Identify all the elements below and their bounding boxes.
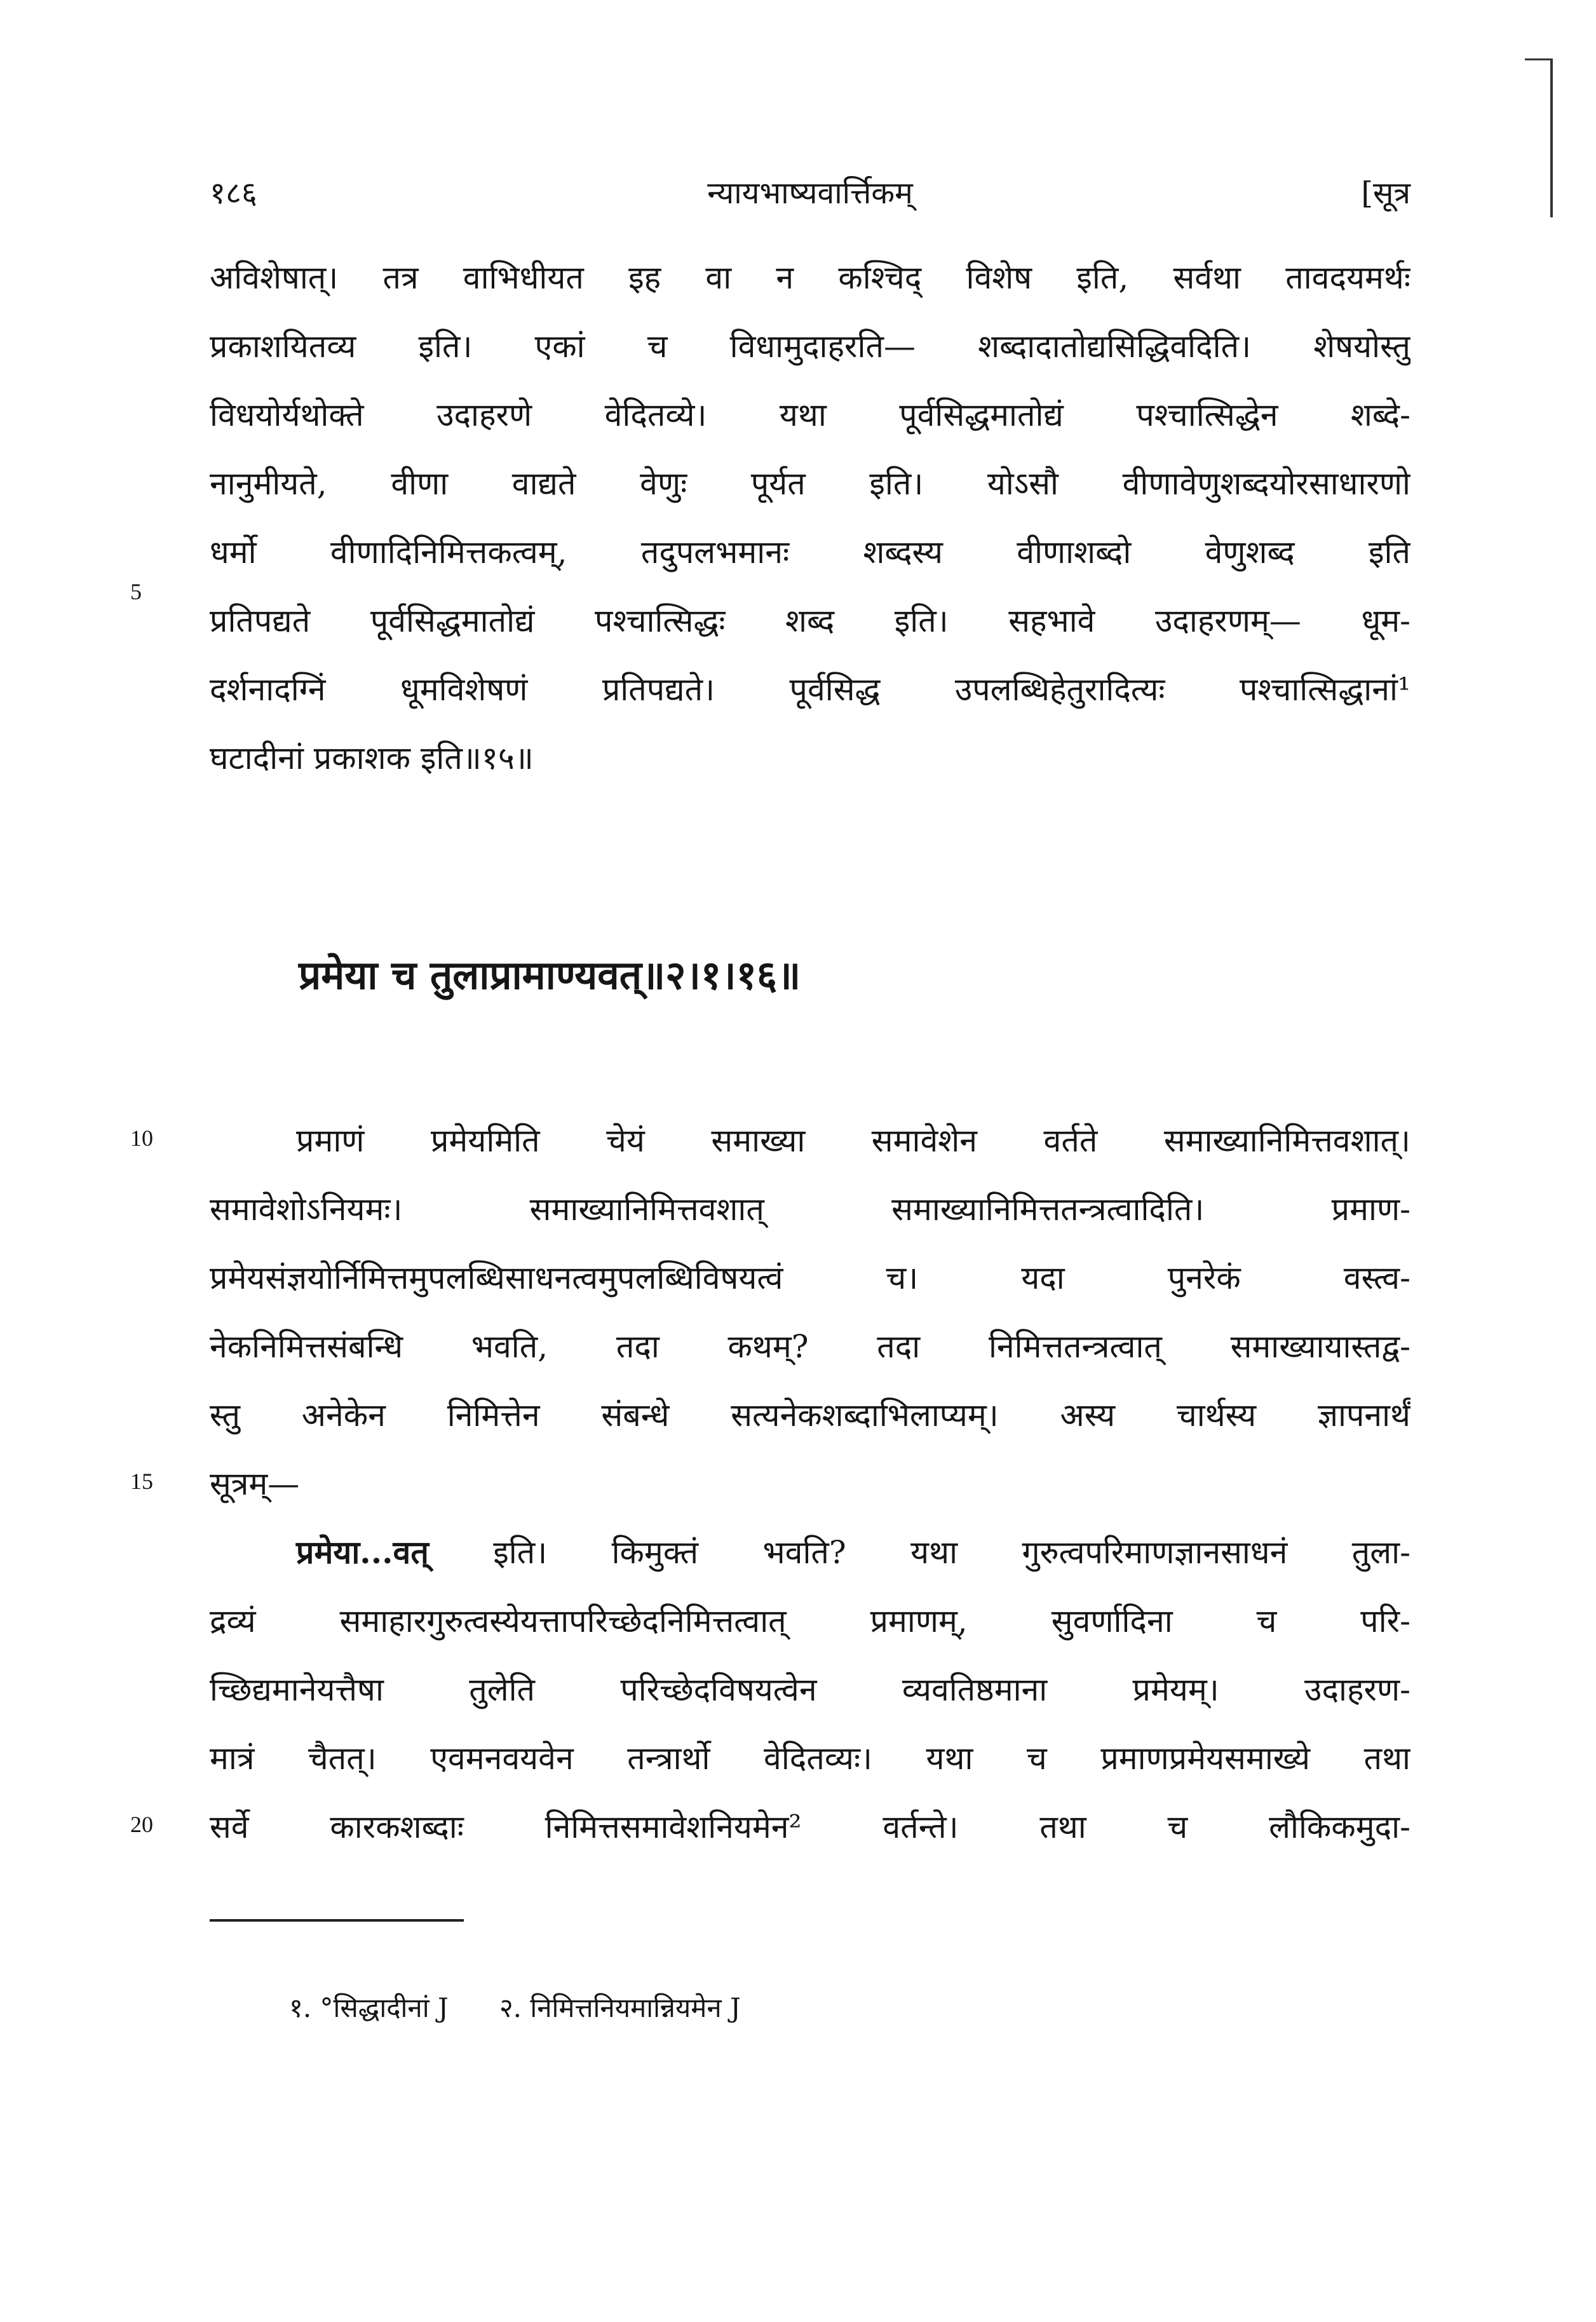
line-number: 5	[130, 579, 142, 604]
text-line: द्रव्यं समाहारगुरुत्वस्येयत्तापरिच्छेदनिमित्तत्वात् प्रमाणम्, सुवर्णादिना च परि-	[210, 1603, 1410, 1640]
text-line: घटादीनां प्रकाशक इति॥१५॥	[210, 740, 534, 777]
scan-margin-line	[1550, 58, 1553, 217]
page-number: १८६	[210, 175, 257, 211]
text-line: सर्वे कारकशब्दाः निमित्तसमावेशनियमेन² वर्तन्ते। तथा च लौकिकमुदा-	[210, 1809, 1410, 1845]
text-line: समावेशोऽनियमः। समाख्यानिमित्तवशात् समाख्यानिमित्ततन्त्रत्वादिति। प्रमाण-	[210, 1191, 1410, 1228]
section-marker: [सूत्र	[1361, 175, 1410, 211]
text-line: नेकनिमित्तसंबन्धि भवति, तदा कथम्? तदा निमित्ततन्त्रत्वात् समाख्यायास्तद्व-	[210, 1328, 1410, 1365]
text-line: मात्रं चैतत्। एवमनवयवेन तन्त्रार्थो वेदितव्यः। यथा च प्रमाणप्रमेयसमाख्ये तथा	[210, 1740, 1410, 1777]
footnote-separator	[210, 1919, 464, 1922]
sutra-heading: प्रमेया च तुलाप्रामाण्यवत्॥२।१।१६॥	[299, 952, 801, 998]
text-line: प्रमाणं प्रमेयमिति चेयं समाख्या समावेशेन वर्तते समाख्यानिमित्तवशात्।	[296, 1122, 1410, 1159]
text-line: स्तु अनेकेन निमित्तेन संबन्धे सत्यनेकशब्दाभिलाप्यम्। अस्य चार्थस्य ज्ञापनार्थं	[210, 1397, 1410, 1434]
text-line: प्रमेयसंज्ञयोर्निमित्तमुपलब्धिसाधनत्वमुपलब्धिविषयत्वं च। यदा पुनरेकं वस्त्व-	[210, 1259, 1410, 1296]
footnote: १. °सिद्धादीनां J	[289, 1992, 449, 2023]
text-line	[210, 1518, 1410, 1587]
running-title: न्यायभाष्यवार्त्तिकम्	[707, 175, 913, 211]
running-header	[210, 172, 1410, 222]
scan-margin-tick	[1525, 58, 1550, 60]
line-number: 20	[130, 1812, 153, 1837]
text-line: विधयोर्यथोक्ते उदाहरणे वेदितव्ये। यथा पूर्वसिद्धमातोद्यं पश्चात्सिद्धेन शब्दे-	[210, 397, 1410, 433]
text-line: प्रकाशयितव्य इति। एकां च विधामुदाहरति— शब्दादातोद्यसिद्धिवदिति। शेषयोस्तु	[210, 328, 1410, 365]
text-line: दर्शनादग्निं धूमविशेषणं प्रतिपद्यते। पूर्वसिद्ध उपलब्धिहेतुरादित्यः पश्चात्सिद्धानां¹	[210, 671, 1410, 708]
text-line: सूत्रम्—	[210, 1465, 300, 1502]
text-line: नानुमीयते, वीणा वाद्यते वेणुः पूर्यत इति। योऽसौ वीणावेणुशब्दयोरसाधारणो	[210, 465, 1410, 502]
paragraph-3	[210, 1518, 1410, 1861]
text-line: च्छिद्यमानेयत्तैषा तुलेति परिच्छेदविषयत्वेन व्यवतिष्ठमाना प्रमेयम्। उदाहरण-	[210, 1671, 1410, 1708]
footnotes	[289, 1989, 741, 2025]
lemma-continuation: इति। किमुक्तं भवति? यथा गुरुत्वपरिमाणज्ञानसाधनं तुला-	[428, 1534, 1410, 1571]
line-number: 10	[130, 1125, 153, 1151]
text-line: अविशेषात्। तत्र वाभिधीयत इह वा न कश्चिद् विशेष इति, सर्वथा तावदयमर्थः	[210, 259, 1410, 296]
line-number: 15	[130, 1469, 153, 1494]
paragraph-1	[210, 243, 1410, 792]
paragraph-2	[210, 1106, 1410, 1518]
bold-lemma: प्रमेया...वत्	[296, 1533, 429, 1571]
footnote: २. निमित्तनियमान्नियमेन J	[499, 1992, 741, 2023]
text-line: धर्मो वीणादिनिमित्तकत्वम्, तदुपलभमानः शब्दस्य वीणाशब्दो वेणुशब्द इति	[210, 534, 1410, 571]
text-line: प्रतिपद्यते पूर्वसिद्धमातोद्यं पश्चात्सिद्धः शब्द इति। सहभावे उदाहरणम्— धूम-	[210, 602, 1410, 639]
